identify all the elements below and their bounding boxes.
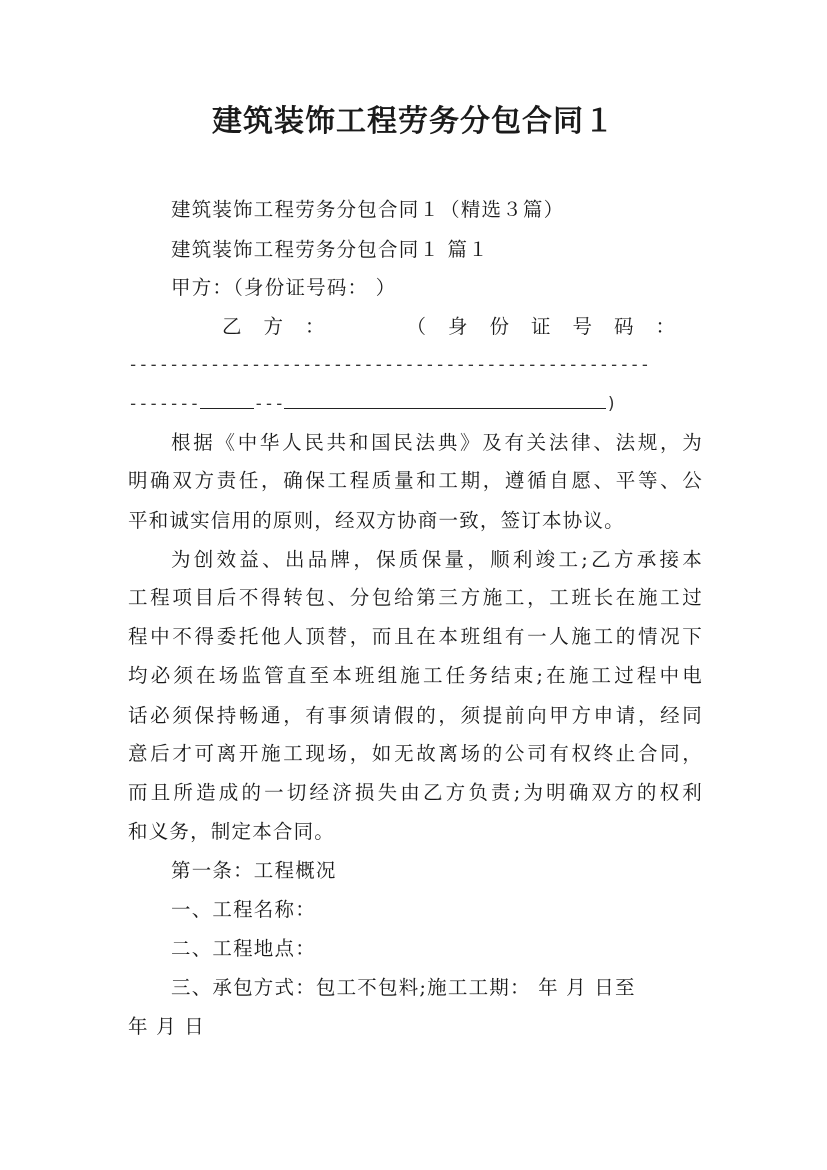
paragraph-line: 程中不得委托他人顶替，而且在本班组有一人施工的情况下 — [128, 625, 703, 648]
field-project-location: 二、工程地点： — [171, 937, 316, 960]
dash-line-2: ------- --- ) — [128, 388, 703, 419]
paragraph-line: 话必须保持畅通，有事须请假的，须提前向甲方申请，经同 — [128, 704, 703, 727]
party-b-id-label: （身份证号码： — [406, 315, 698, 338]
paragraph-line: 平和诚实信用的原则，经双方协商一致，签订本协议。 — [128, 509, 625, 532]
dash-line-1: --------------------------------------------------- — [128, 355, 650, 375]
field-date-end: 年 月 日 — [128, 1015, 205, 1038]
party-a-line: 甲方：（身份证号码： ） — [171, 276, 397, 299]
paragraph-line: 根据《中华人民共和国民法典》及有关法律、法规，为 — [171, 431, 703, 454]
article-heading: 第一条：工程概况 — [171, 859, 337, 882]
paragraph-line: 明确双方责任，确保工程质量和工期，遵循自愿、平等、公 — [128, 469, 703, 492]
blank-field — [200, 388, 254, 409]
paragraph-line: 而且所造成的一切经济损失由乙方负责;为明确双方的权利 — [128, 781, 703, 804]
field-project-name: 一、工程名称： — [171, 898, 316, 921]
paragraph-line: 和义务，制定本合同。 — [128, 820, 336, 843]
section-heading: 建筑装饰工程劳务分包合同１ 篇１ — [171, 238, 489, 261]
paragraph-line: 均必须在场监管直至本班组施工任务结束;在施工过程中电 — [128, 664, 703, 687]
paragraph-line: 意后才可离开施工现场，如无故离场的公司有权终止合同， — [128, 742, 703, 765]
paragraph-line: 为创效益、出品牌，保质保量，顺利竣工;乙方承接本 — [171, 548, 703, 571]
blank-field — [284, 388, 606, 409]
document-title: 建筑装饰工程劳务分包合同１ — [212, 104, 615, 139]
paragraph-line: 工程项目后不得转包、分包给第三方施工，工班长在施工过 — [128, 586, 703, 609]
party-b-line — [222, 312, 703, 342]
subtitle-line: 建筑装饰工程劳务分包合同１（精选３篇） — [171, 198, 565, 221]
field-contract-method: 三、承包方式：包工不包料;施工工期： 年 月 日至 — [171, 976, 636, 999]
party-b-label: 乙方： — [222, 315, 347, 338]
